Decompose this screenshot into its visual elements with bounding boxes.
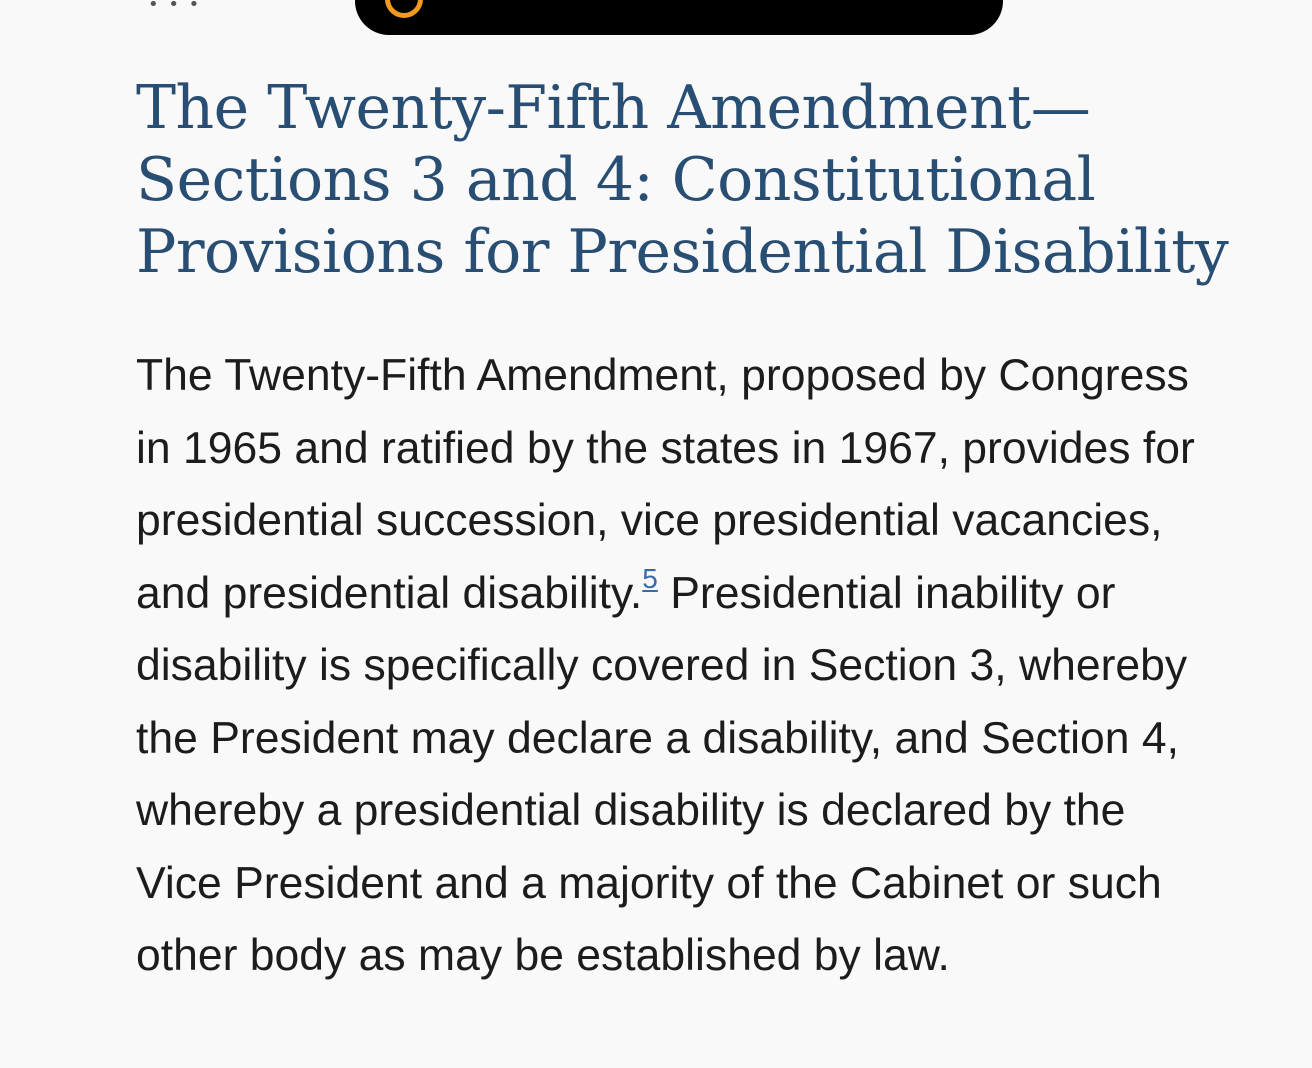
- page-title: The Twenty-Fifth Amendment—Sections 3 and 4: Constitutional Provisions for Presidential Disability: [136, 73, 1229, 287]
- status-dots-icon: • • •: [148, 0, 202, 15]
- article-paragraph: [136, 340, 1216, 993]
- footnote-link[interactable]: 5: [642, 562, 658, 594]
- paragraph-text-part2: Presidential inability or disability is specifically covered in Section 3, whereby the President may declare a disability, and Section 4, whereby a presidential disability is declared by the Vice President and a majority of the Cabinet or such other body as may be established by law.: [136, 568, 1188, 980]
- article-content: [136, 72, 1246, 1037]
- paragraph-text-part1: The Twenty-Fifth Amendment, proposed by Congress in 1965 and ratified by the states in 1967, provides for presidential succession, vice presidential vacancies, and presidential disability.: [136, 351, 1195, 618]
- status-bar: [0, 0, 1312, 40]
- dynamic-island: [355, 0, 1003, 35]
